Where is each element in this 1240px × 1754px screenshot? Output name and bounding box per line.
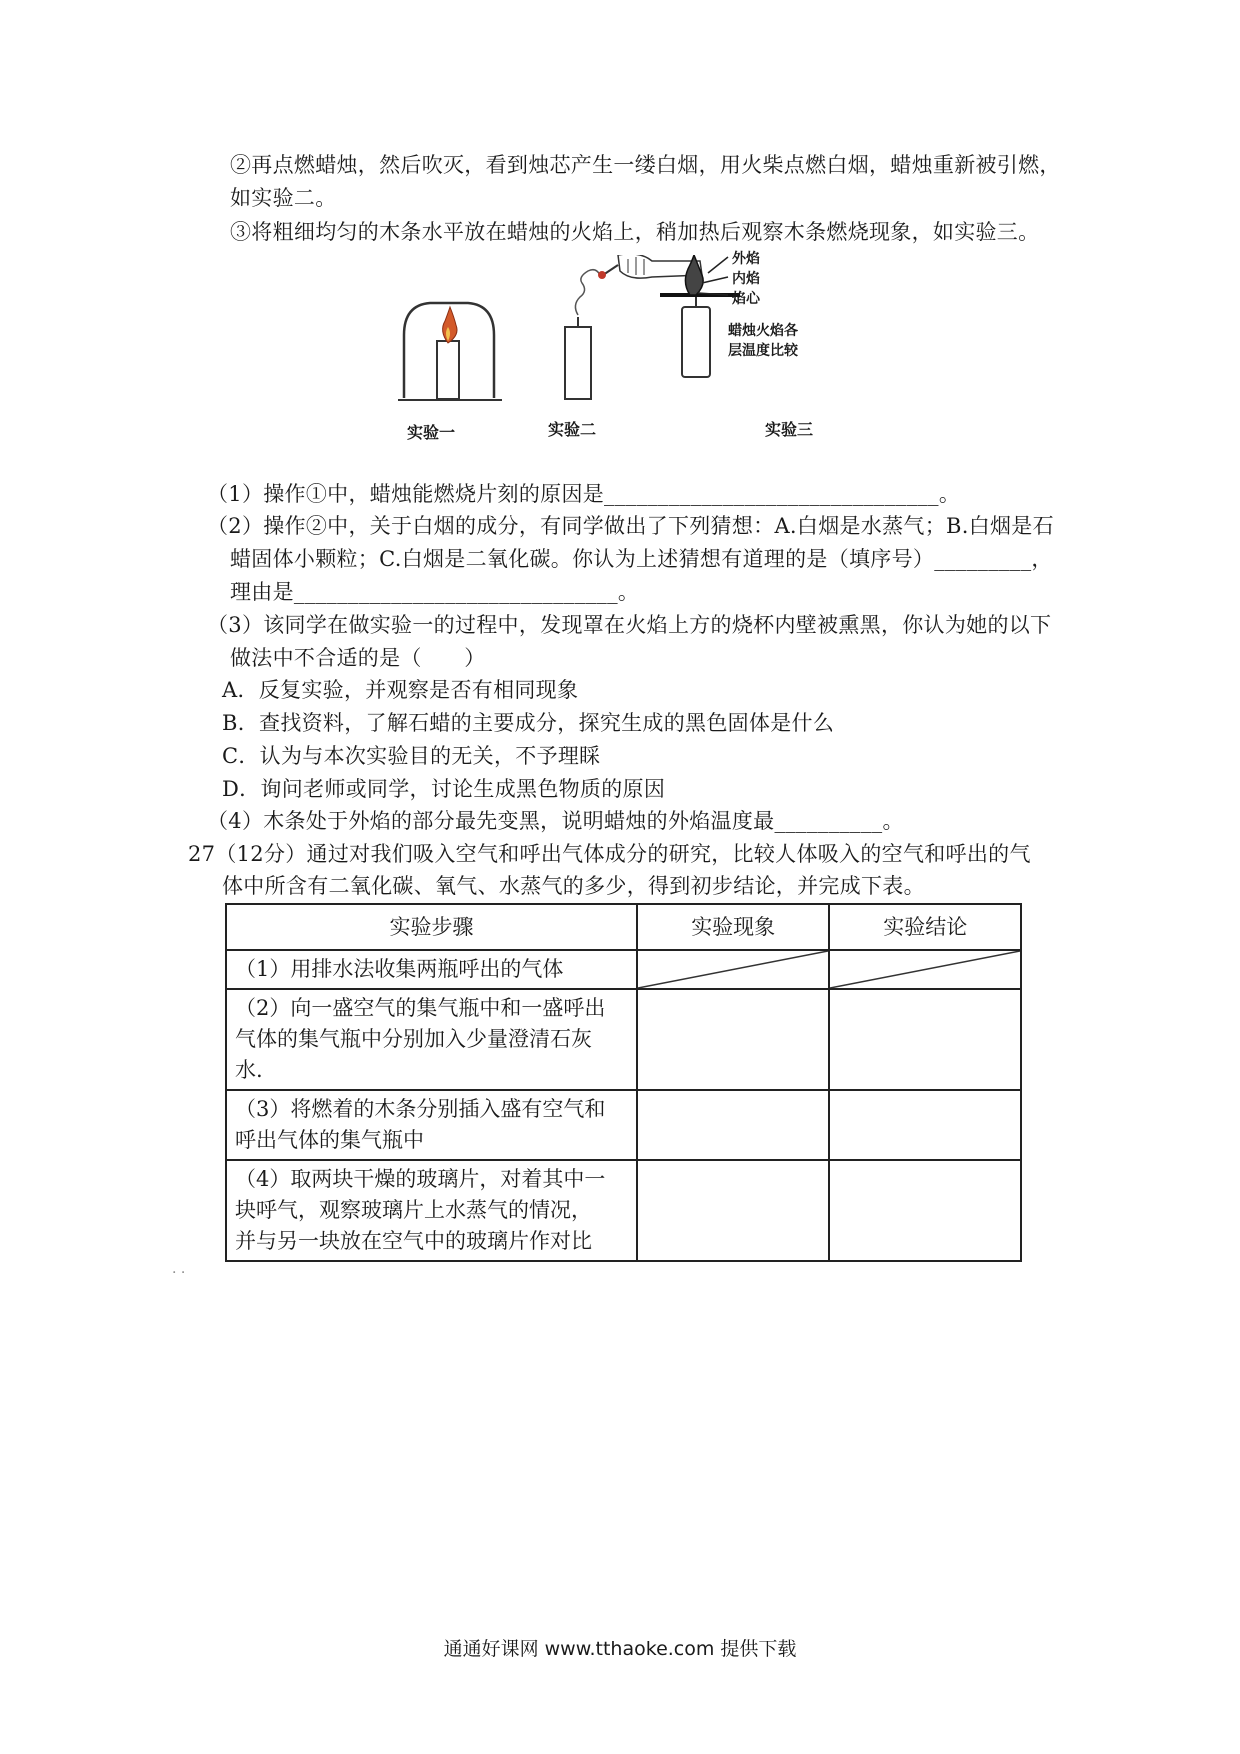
exp2-label: 实验二 (548, 420, 597, 439)
step2-line1: ②再点燃蜡烛，然后吹灭，看到烛芯产生一缕白烟，用火柴点燃白烟，蜡烛重新被引燃， (230, 153, 1061, 177)
header-conclusion: 实验结论 (829, 904, 1021, 950)
question-27-line1: 27（12分）通过对我们吸入空气和呼出气体成分的研究，比较人体吸入的空气和呼出的气 (188, 842, 1031, 866)
table-row (226, 1160, 1021, 1261)
flame-inner-label: 内焰 (732, 271, 760, 287)
question-2-line3: 理由是______________________________。 (230, 580, 640, 604)
phenomena-cell-blank (637, 950, 830, 989)
exp1-label: 实验一 (407, 423, 456, 442)
step-4-text-l3: 并与另一块放在空气中的玻璃片作对比 (235, 1229, 592, 1253)
step2-line2: 如实验二。 (230, 186, 337, 210)
step-3-text-l2: 呼出气体的集气瓶中 (235, 1128, 424, 1152)
phenomena-cell[interactable] (637, 1160, 830, 1261)
flame-note-line2: 层温度比较 (728, 343, 798, 359)
option-d: D．询问老师或同学，讨论生成黑色物质的原因 (222, 777, 666, 801)
experiment-figures (390, 255, 890, 445)
experiment-table (225, 903, 1022, 1262)
step-2-cell (226, 989, 637, 1090)
header-phenomena: 实验现象 (637, 904, 830, 950)
step-2-text-l3: 水. (235, 1058, 263, 1082)
table-header-row (226, 904, 1021, 950)
footer-credit: 通通好课网 www.tthaoke.com 提供下载 (443, 1638, 797, 1660)
table-row (226, 989, 1021, 1090)
step-4-text-l2: 块呼气，观察玻璃片上水蒸气的情况， (235, 1198, 592, 1222)
conclusion-cell[interactable] (829, 1160, 1021, 1261)
question-2-line1: （2）操作②中，关于白烟的成分，有同学做出了下列猜想：A.白烟是水蒸气；B.白烟是石 (207, 514, 1054, 538)
step-2-text-l1: （2）向一盛空气的集气瓶中和一盛呼出 (235, 996, 606, 1020)
conclusion-cell-blank (829, 950, 1021, 989)
question-3-line2: 做法中不合适的是（ ） (230, 646, 486, 670)
option-a: A．反复实验，并观察是否有相同现象 (222, 678, 579, 702)
option-b: B．查找资料，了解石蜡的主要成分，探究生成的黑色固体是什么 (222, 711, 835, 735)
exp1-beaker-candle-icon (398, 303, 502, 400)
conclusion-cell[interactable] (829, 989, 1021, 1090)
table-row (226, 1090, 1021, 1160)
flame-note-line1: 蜡烛火焰各 (728, 323, 798, 339)
phenomena-cell[interactable] (637, 989, 830, 1090)
question-2-line2: 蜡固体小颗粒；C.白烟是二氧化碳。你认为上述猜想有道理的是（填序号）_________， (230, 547, 1053, 571)
exp3-label: 实验三 (765, 420, 814, 439)
step-3-text-l1: （3）将燃着的木条分别插入盛有空气和 (235, 1097, 606, 1121)
scan-dots: · · (172, 1265, 186, 1281)
question-3-line1: （3）该同学在做实验一的过程中，发现罩在火焰上方的烧杯内壁被熏黑，你认为她的以下 (207, 613, 1052, 637)
step-3-cell (226, 1090, 637, 1160)
phenomena-cell[interactable] (637, 1090, 830, 1160)
question-27-line2: 体中所含有二氧化碳、氧气、水蒸气的多少，得到初步结论，并完成下表。 (222, 874, 925, 898)
conclusion-cell[interactable] (829, 1090, 1021, 1160)
step-4-text-l1: （4）取两块干燥的玻璃片，对着其中一 (235, 1167, 606, 1191)
step-4-cell (226, 1160, 637, 1261)
question-4: （4）木条处于外焰的部分最先变黑，说明蜡烛的外焰温度最__________。 (207, 809, 904, 833)
step-1-text: （1）用排水法收集两瓶呼出的气体 (235, 957, 564, 981)
question-1: （1）操作①中，蜡烛能燃烧片刻的原因是_______________________________。 (207, 482, 961, 506)
header-steps: 实验步骤 (226, 904, 637, 950)
option-c: C．认为与本次实验目的无关，不予理睬 (222, 744, 601, 768)
step3-line: ③将粗细均匀的木条水平放在蜡烛的火焰上，稍加热后观察木条燃烧现象，如实验三。 (230, 220, 1040, 244)
flame-core-label: 焰心 (732, 291, 760, 307)
step-2-text-l2: 气体的集气瓶中分别加入少量澄清石灰 (235, 1027, 592, 1051)
table-row (226, 950, 1021, 989)
flame-outer-label: 外焰 (732, 251, 760, 267)
step-1-cell (226, 950, 637, 989)
